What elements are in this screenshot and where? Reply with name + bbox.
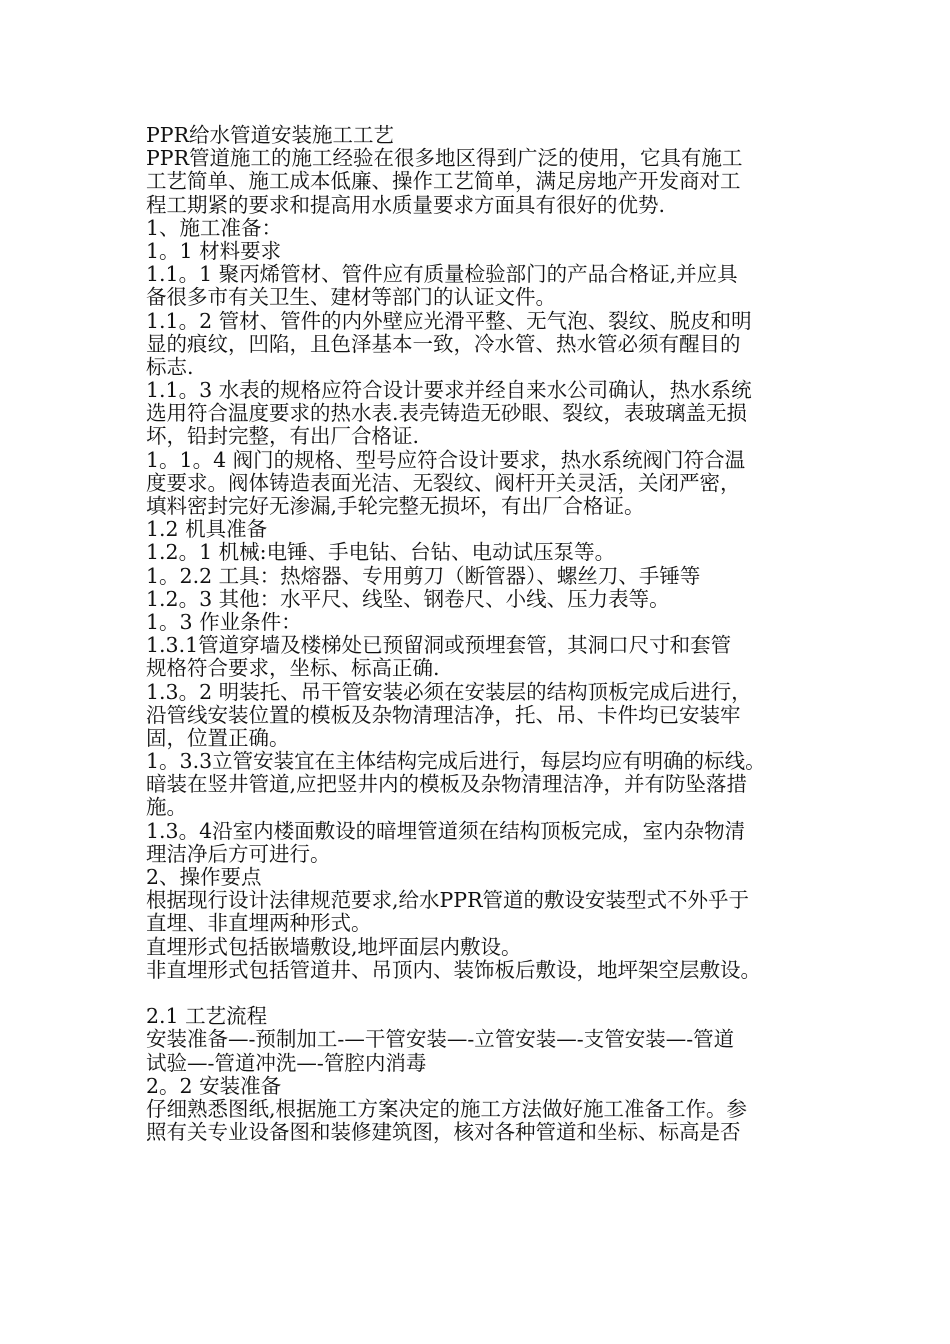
section-heading: 1、施工准备：	[146, 215, 283, 240]
subsection-heading: 1。3 作业条件：	[146, 609, 302, 634]
text-line: 非直埋形式包括管道井、吊顶内、装饰板后敷设，地坪架空层敷设。	[146, 957, 761, 982]
text-line: 1。3.3立管安装宜在主体结构完成后进行，每层均应有明确的标线。	[146, 749, 766, 774]
text-line: 规格符合要求，坐标、标高正确.	[146, 656, 440, 681]
text-line: 1。2.2 工具：热熔器、专用剪刀（断管器）、螺丝刀、手锤等	[146, 563, 701, 588]
text-line: 选用符合温度要求的热水表.表壳铸造无砂眼、裂纹，表玻璃盖无损	[146, 401, 748, 426]
text-line: 1.2。1 机械:电锤、手电钻、台钻、电动试压泵等。	[146, 540, 616, 565]
text-line: 1.3。2 明装托、吊干管安装必须在安装层的结构顶板完成后进行，	[146, 679, 752, 704]
text-line: 度要求。阀体铸造表面光洁、无裂纹、阀杆开关灵活，关闭严密，	[146, 470, 741, 495]
text-line: 标志.	[146, 354, 194, 379]
text-line: 安装准备—-预制加工-—干管安装—-立管安装—-支管安装—-管道	[146, 1027, 735, 1052]
text-line: 坏，铅封完整，有出厂合格证.	[146, 424, 420, 449]
text-line: 直埋形式包括嵌墙敷设,地坪面层内敷设。	[146, 934, 522, 959]
text-line: 试验—-管道冲洗—-管腔内消毒	[146, 1050, 427, 1075]
text-line: 沿管线安装位置的模板及杂物清理洁净，托、吊、卡件均已安装牢	[146, 702, 741, 727]
text-line: 工艺简单、施工成本低廉、操作工艺简单，满足房地产开发商对工	[146, 169, 741, 194]
text-line: 施。	[146, 795, 187, 820]
text-line: 1.3。4沿室内楼面敷设的暗埋管道须在结构顶板完成，室内杂物清	[146, 818, 746, 843]
text-line: 填料密封完好无渗漏,手轮完整无损坏，有出厂合格证。	[146, 494, 645, 518]
text-line: PPR管道施工的施工经验在很多地区得到广泛的使用，它具有施工	[146, 146, 743, 171]
text-line: 显的痕纹，凹陷，且色泽基本一致，冷水管、热水管必须有醒目的	[146, 331, 741, 356]
text-line: 1.1。3 水表的规格应符合设计要求并经自来水公司确认，热水系统	[146, 378, 752, 403]
document-body	[146, 124, 836, 1144]
section-heading: 2、操作要点	[146, 865, 262, 889]
text-line: 暗装在竖井管道,应把竖井内的模板及杂物清理洁净，并有防坠落措	[146, 772, 748, 797]
subsection-heading: 2。2 安装准备	[146, 1073, 282, 1098]
text-line: 备很多市有关卫生、建材等部门的认证文件。	[146, 285, 556, 310]
text-line: 程工期紧的要求和提高用水质量要求方面具有很好的优势.	[146, 192, 666, 217]
text-line: 1.1。1 聚丙烯管材、管件应有质量检验部门的产品合格证,并应具	[146, 262, 738, 287]
text-line: 1。1。4 阀门的规格、型号应符合设计要求，热水系统阀门符合温	[146, 447, 746, 472]
text-line: 照有关专业设备图和装修建筑图，核对各种管道和坐标、标高是否	[146, 1120, 741, 1145]
text-line: 1.2。3 其他：水平尺、线坠、钢卷尺、小线、压力表等。	[146, 586, 670, 611]
subsection-heading: 1。1 材料要求	[146, 238, 282, 263]
blank-line	[146, 982, 836, 1005]
text-line: 仔细熟悉图纸,根据施工方案决定的施工方法做好施工准备工作。参	[146, 1096, 748, 1121]
subsection-heading: 1.2 机具准备	[146, 517, 268, 542]
text-line: 1.3.1管道穿墙及楼梯处已预留洞或预埋套管，其洞口尺寸和套管	[146, 633, 732, 658]
document-title: PPR给水管道安装施工工艺	[146, 123, 395, 147]
text-line: 理洁净后方可进行。	[146, 841, 331, 866]
text-line: 固，位置正确。	[146, 725, 290, 750]
text-line: 1.1。2 管材、管件的内外壁应光滑平整、无气泡、裂纹、脱皮和明	[146, 308, 752, 333]
text-line: 根据现行设计法律规范要求,给水PPR管道的敷设安装型式不外乎于	[146, 888, 750, 913]
subsection-heading: 2.1 工艺流程	[146, 1004, 268, 1029]
text-line: 直埋、非直埋两种形式。	[146, 911, 372, 936]
